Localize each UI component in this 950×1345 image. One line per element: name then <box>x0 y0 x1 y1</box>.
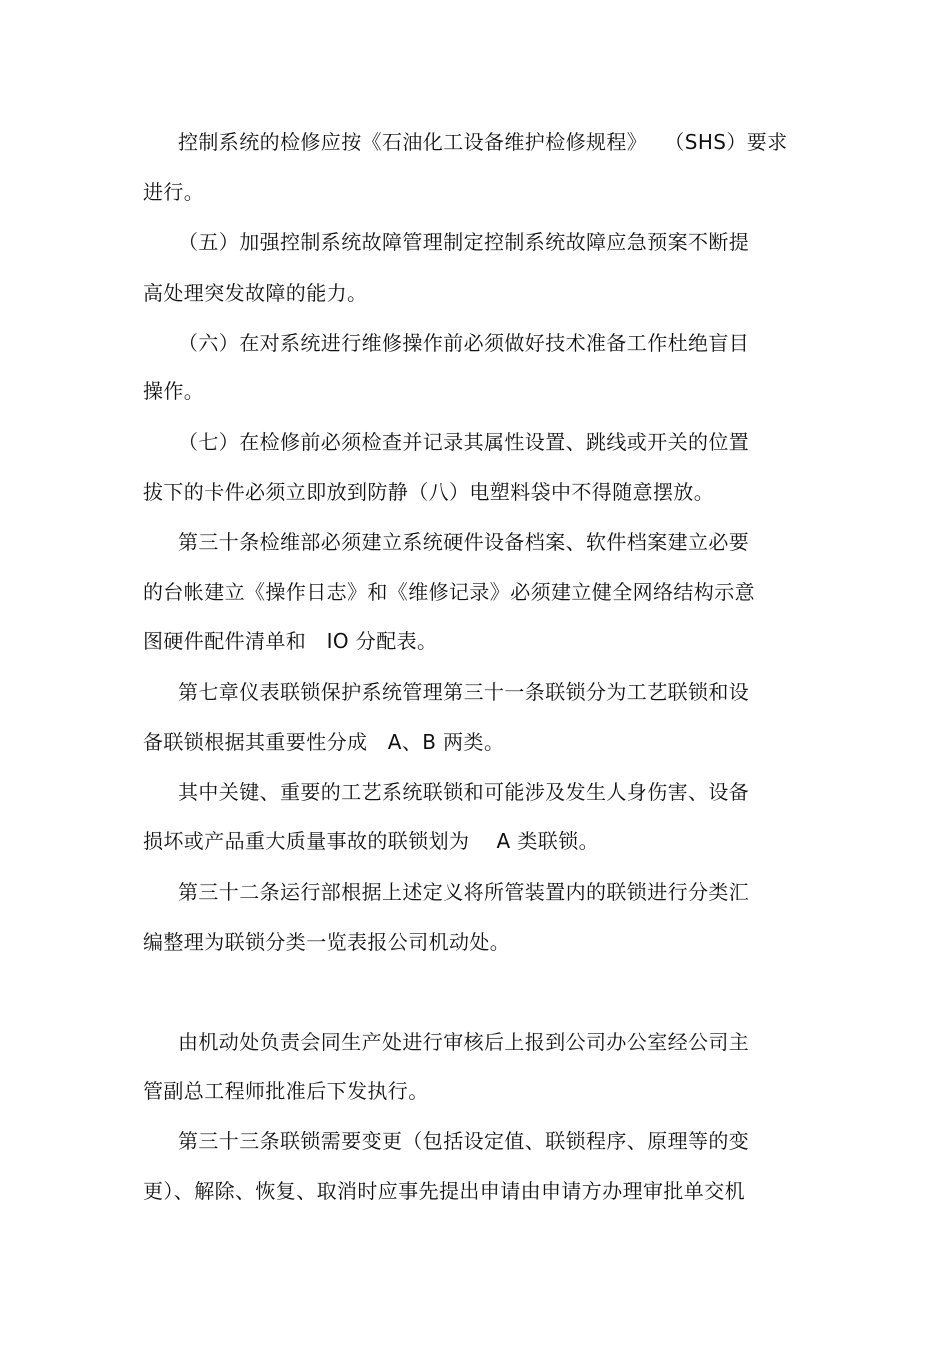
paragraph-2-line-2: 高处理突发故障的能力。 <box>143 281 368 305</box>
paragraph-4-line-2: 拔下的卡件必须立即放到防静（八）电塑料袋中不得随意摆放。 <box>143 480 715 504</box>
paragraph-5-line-2: 的台帐建立《操作日志》和《维修记录》必须建立健全网络结构示意 <box>143 580 755 604</box>
paragraph-5-line-3: 图硬件配件清单和 IO 分配表。 <box>143 629 438 653</box>
paragraph-3-line-1: （六）在对系统进行维修操作前必须做好技术准备工作杜绝盲目 <box>178 331 750 355</box>
paragraph-10-line-2: 更）、解除、恢复、取消时应事先提出申请由申请方办理审批单交机 <box>143 1179 745 1203</box>
paragraph-8-line-2: 编整理为联锁分类一览表报公司机动处。 <box>143 930 511 954</box>
paragraph-6-line-2: 备联锁根据其重要性分成 A、B 两类。 <box>143 730 505 754</box>
paragraph-3-line-2: 操作。 <box>143 379 205 403</box>
paragraph-1-line-2: 进行。 <box>143 180 205 204</box>
paragraph-8-line-1: 第三十二条运行部根据上述定义将所管装置内的联锁进行分类汇 <box>178 880 750 904</box>
paragraph-7-line-1: 其中关键、重要的工艺系统联锁和可能涉及发生人身伤害、设备 <box>178 780 750 804</box>
paragraph-7-line-2: 损坏或产品重大质量事故的联锁划为 A 类联锁。 <box>143 829 599 853</box>
paragraph-1-line-1: 控制系统的检修应按《石油化工设备维护检修规程》 （SHS）要求 <box>178 130 788 154</box>
paragraph-9-line-2: 管副总工程师批准后下发执行。 <box>143 1079 429 1103</box>
paragraph-9-line-1: 由机动处负责会同生产处进行审核后上报到公司办公室经公司主 <box>178 1030 750 1054</box>
paragraph-10-line-1: 第三十三条联锁需要变更（包括设定值、联锁程序、原理等的变 <box>178 1129 750 1153</box>
paragraph-2-line-1: （五）加强控制系统故障管理制定控制系统故障应急预案不断提 <box>178 230 750 254</box>
paragraph-4-line-1: （七）在检修前必须检查并记录其属性设置、跳线或开关的位置 <box>178 430 750 454</box>
paragraph-6-line-1: 第七章仪表联锁保护系统管理第三十一条联锁分为工艺联锁和设 <box>178 680 750 704</box>
paragraph-5-line-1: 第三十条检维部必须建立系统硬件设备档案、软件档案建立必要 <box>178 530 750 554</box>
